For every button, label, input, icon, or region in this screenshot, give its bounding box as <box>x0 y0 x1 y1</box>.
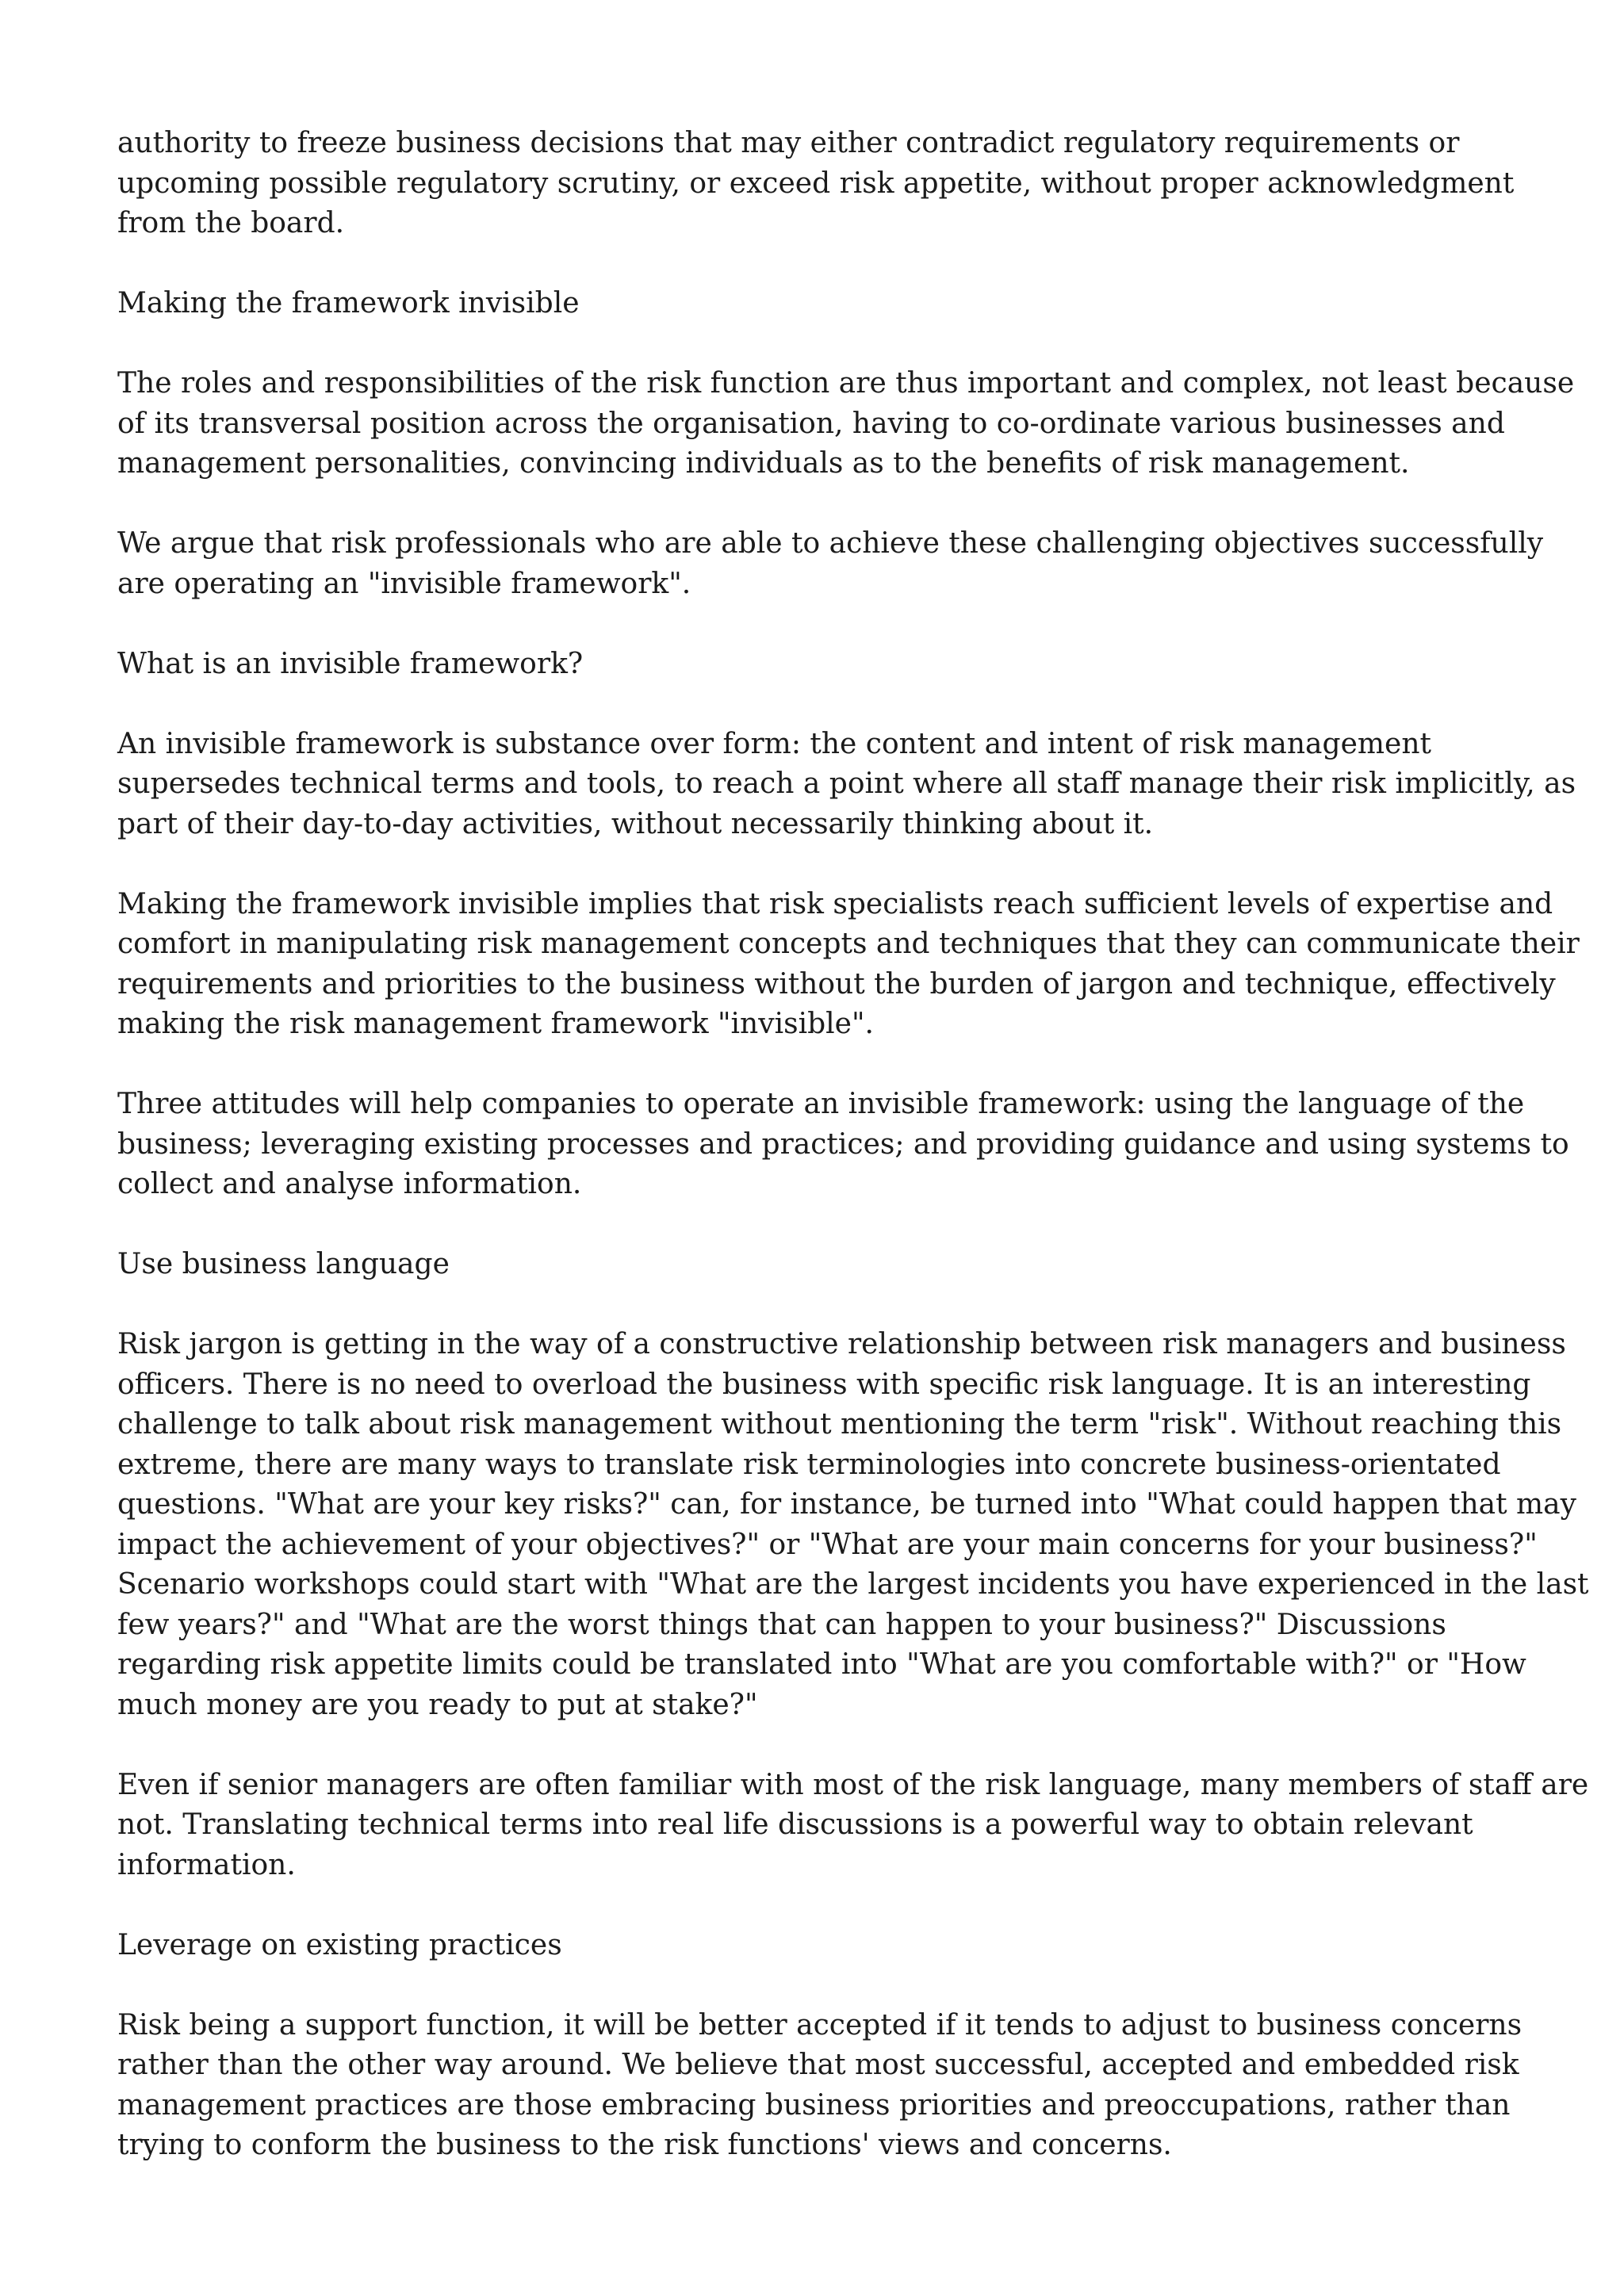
section-heading-making-invisible <box>117 284 1529 324</box>
text-line: supersedes technical terms and tools, to reach a point where all staff manage their risk implicitly, as <box>117 767 1576 800</box>
text-line: impact the achievement of your objectives?" or "What are your main concerns for your business?" <box>117 1528 1538 1561</box>
text-line: Even if senior managers are often familiar with most of the risk language, many members of staff are <box>117 1768 1589 1801</box>
text-line: from the board. <box>117 207 345 239</box>
paragraph-risk-jargon <box>117 1325 1589 1725</box>
paragraph-invisible-framework-argument <box>117 524 1544 604</box>
paragraph-invisible-implies <box>117 885 1580 1045</box>
text-line: officers. There is no need to overload the business with specific risk language. It is an interesting <box>117 1368 1531 1401</box>
text-line: rather than the other way around. We believe that most successful, accepted and embedded risk <box>117 2049 1519 2081</box>
text-line: comfort in manipulating risk management concepts and techniques that they can communicate their <box>117 928 1580 960</box>
document-page <box>117 124 1589 2206</box>
paragraph-three-attitudes <box>117 1085 1569 1205</box>
text-line: We argue that risk professionals who are able to achieve these challenging objectives successfully <box>117 527 1544 560</box>
paragraph-substance-over-form <box>117 725 1576 845</box>
text-line: challenge to talk about risk management without mentioning the term "risk". Without reaching this <box>117 1408 1562 1441</box>
text-line: of its transversal position across the organisation, having to co-ordinate various businesses and <box>117 407 1505 440</box>
text-line: information. <box>117 1848 296 1881</box>
text-line: much money are you ready to put at stake?" <box>117 1688 758 1721</box>
text-line: Making the framework invisible implies that risk specialists reach sufficient levels of expertise and <box>117 887 1553 920</box>
text-line: extreme, there are many ways to translate risk terminologies into concrete business-orientated <box>117 1448 1501 1481</box>
text-line: making the risk management framework "invisible". <box>117 1008 874 1040</box>
paragraph-support-function <box>117 2006 1529 2166</box>
text-line: Risk jargon is getting in the way of a constructive relationship between risk managers and business <box>117 1328 1566 1360</box>
heading-text: What is an invisible framework? <box>117 647 584 680</box>
text-line: are operating an "invisible framework". <box>117 567 691 600</box>
text-line: few years?" and "What are the worst things that can happen to your business?" Discussions <box>117 1608 1446 1641</box>
text-line: Risk being a support function, it will be better accepted if it tends to adjust to business concerns <box>117 2008 1522 2042</box>
text-line: regarding risk appetite limits could be translated into "What are you comfortable with?" or "How <box>117 1648 1526 1681</box>
paragraph-board-authority <box>117 124 1529 244</box>
text-line: Three attitudes will help companies to operate an invisible framework: using the language of the <box>117 1088 1525 1120</box>
text-line: management personalities, convincing individuals as to the benefits of risk management. <box>117 447 1410 480</box>
text-line: authority to freeze business decisions that may either contradict regulatory requirements or <box>117 127 1460 159</box>
heading-text: Leverage on existing practices <box>117 1928 562 1961</box>
text-line: not. Translating technical terms into real life discussions is a powerful way to obtain relevant <box>117 1808 1473 1841</box>
paragraph-senior-managers <box>117 1766 1589 1886</box>
text-line: part of their day-to-day activities, without necessarily thinking about it. <box>117 807 1154 840</box>
paragraph-roles-responsibilities <box>117 364 1575 484</box>
heading-text: Use business language <box>117 1248 450 1280</box>
section-heading-existing-practices <box>117 1926 1529 1966</box>
text-line: collect and analyse information. <box>117 1168 582 1200</box>
section-heading-what-is <box>117 645 1529 685</box>
text-line: business; leveraging existing processes and practices; and providing guidance and using systems to <box>117 1127 1569 1161</box>
text-line: management practices are those embracing business priorities and preoccupations, rather than <box>117 2088 1511 2122</box>
text-line: trying to conform the business to the risk functions' views and concerns. <box>117 2129 1172 2161</box>
text-line: An invisible framework is substance over form: the content and intent of risk management <box>117 727 1431 760</box>
text-line: Scenario workshops could start with "What are the largest incidents you have experienced in the last <box>117 1568 1589 1601</box>
text-line: The roles and responsibilities of the risk function are thus important and complex, not least because <box>117 367 1575 400</box>
text-line: upcoming possible regulatory scrutiny, or exceed risk appetite, without proper acknowledgment <box>117 166 1515 200</box>
text-line: requirements and priorities to the business without the burden of jargon and technique, effectively <box>117 967 1556 1001</box>
text-line: questions. "What are your key risks?" can, for instance, be turned into "What could happen that may <box>117 1488 1576 1521</box>
section-heading-business-language <box>117 1245 1529 1285</box>
heading-text: Making the framework invisible <box>117 287 580 320</box>
